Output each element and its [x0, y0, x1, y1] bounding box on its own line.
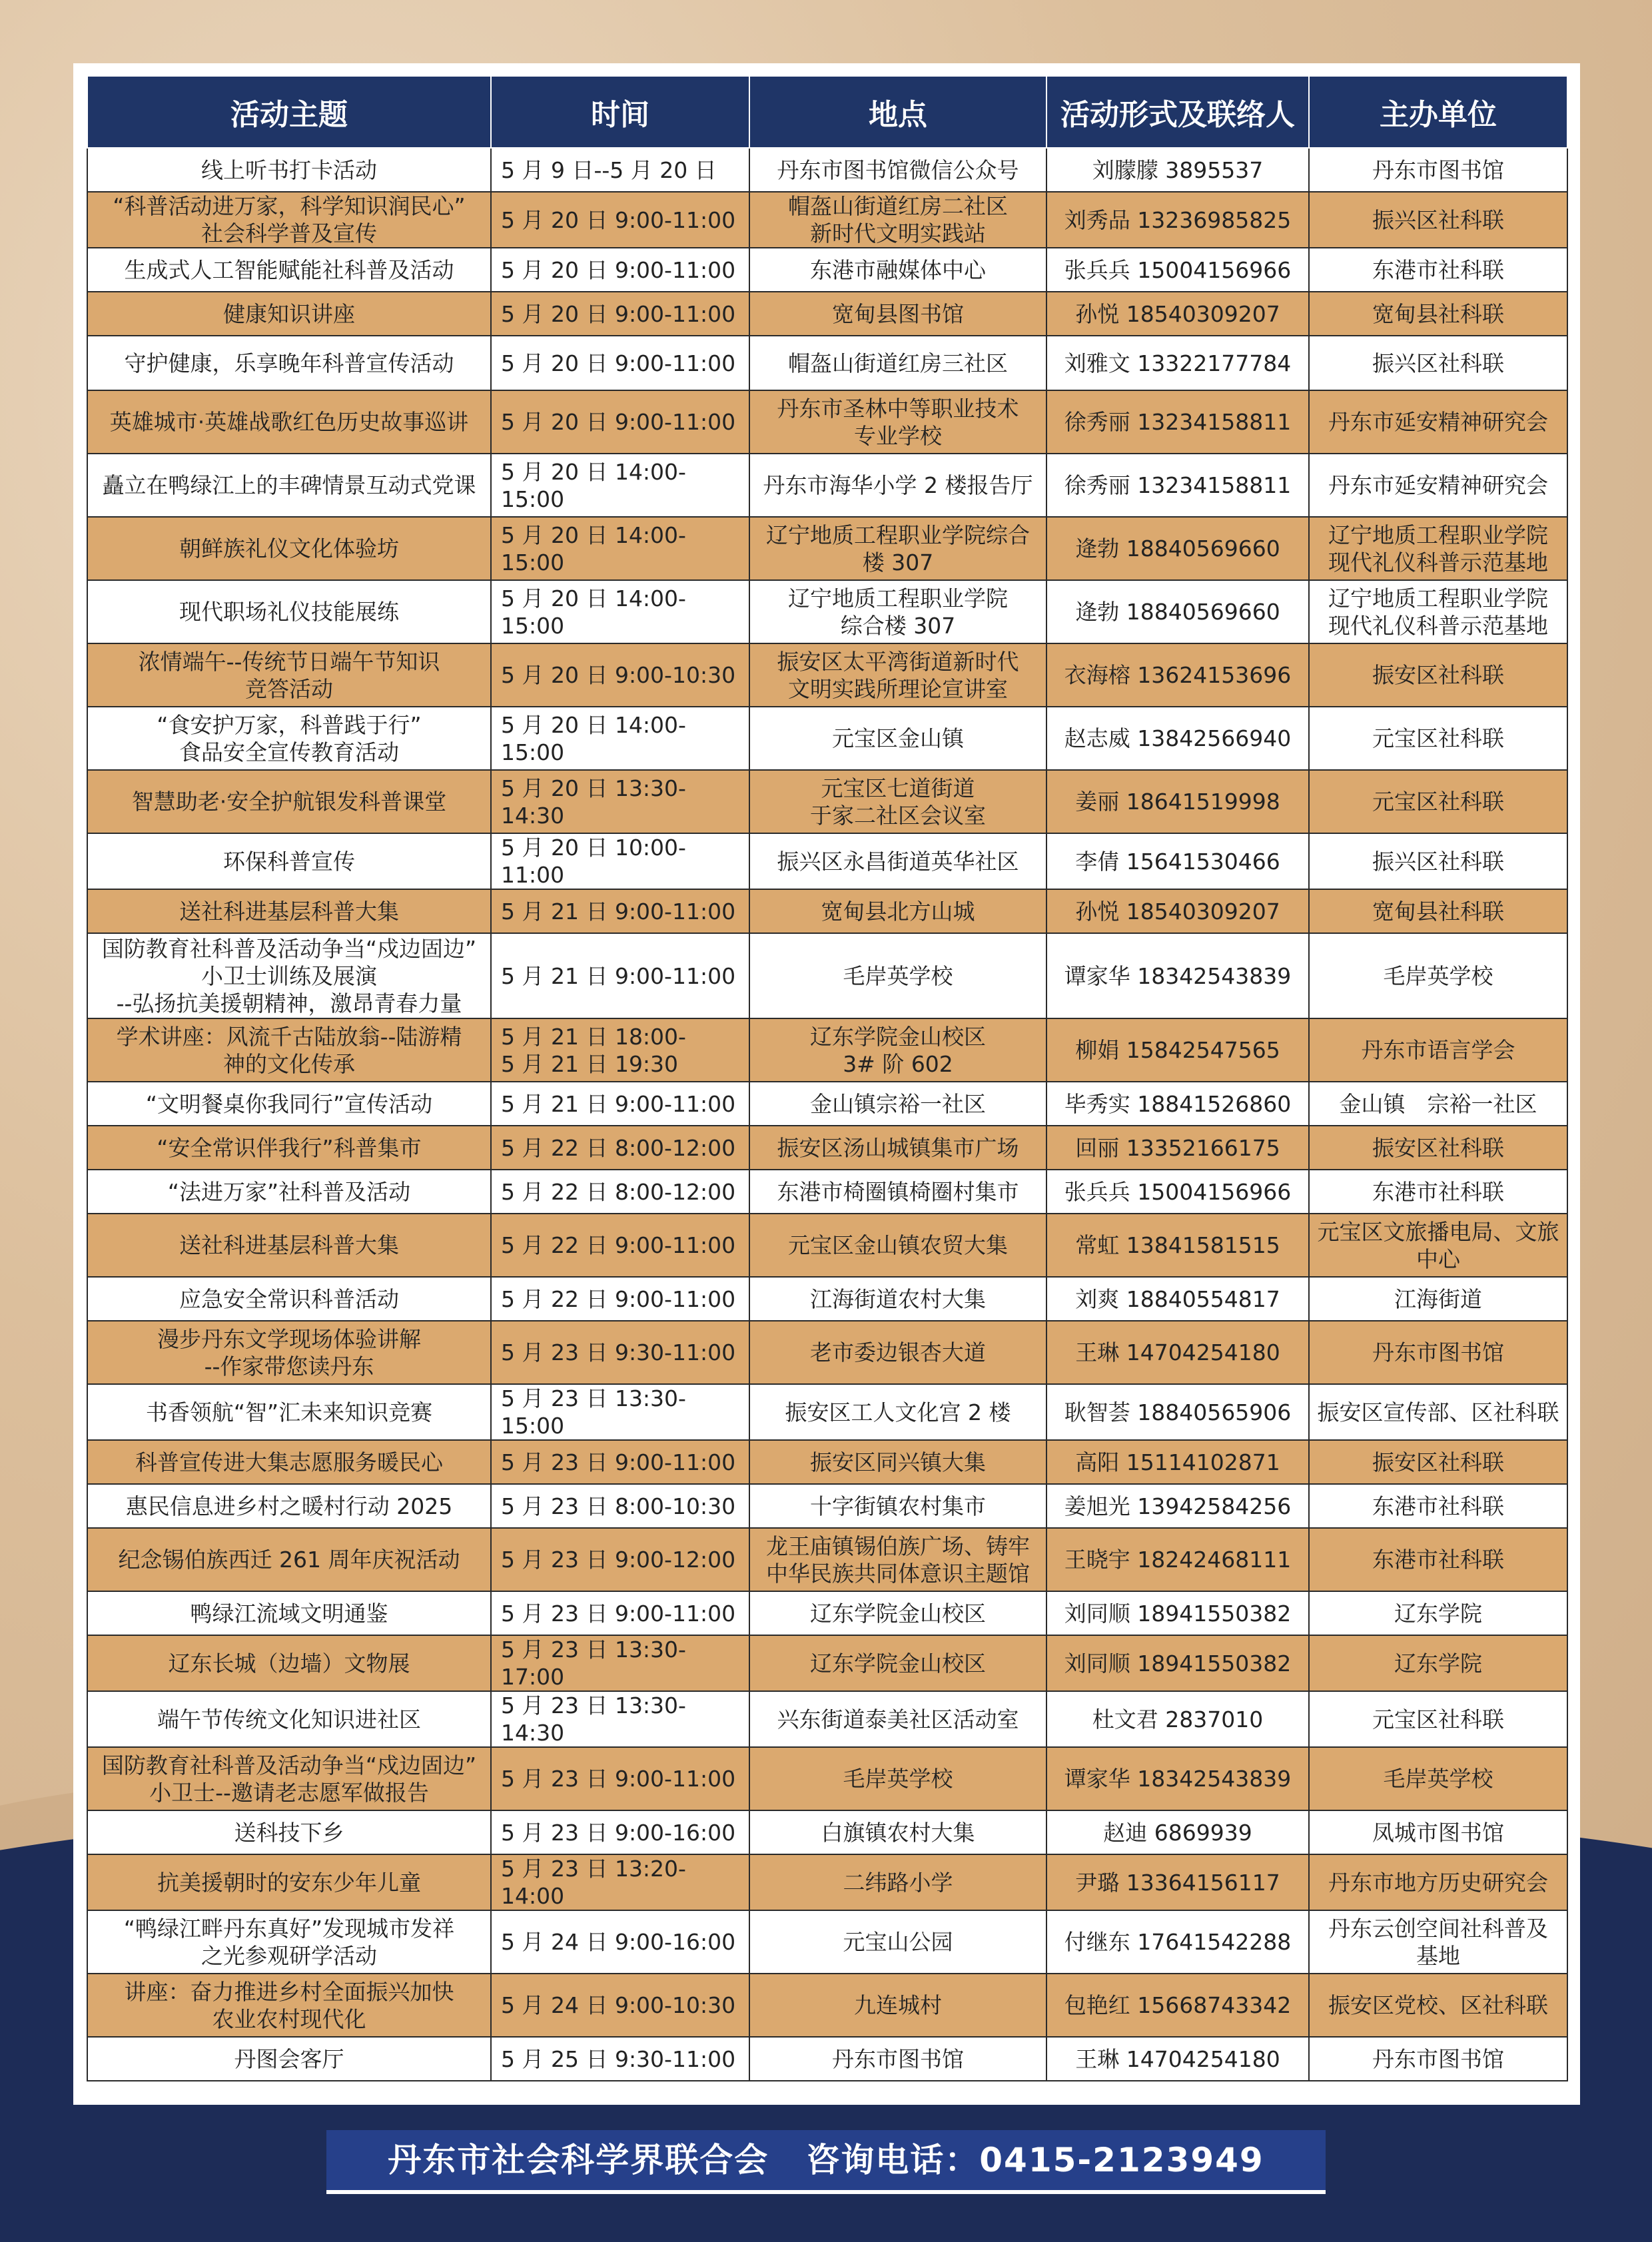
- table-row: [87, 1974, 1567, 2037]
- cell-contact: 徐秀丽 13234158811: [1046, 454, 1309, 517]
- cell-organizer: 丹东市语言学会: [1309, 1018, 1567, 1082]
- cell-time: 5 月 23 日 13:30-14:30: [491, 1691, 749, 1747]
- cell-organizer: 振兴区社科联: [1309, 336, 1567, 390]
- cell-location: 东港市椅圈镇椅圈村集市: [749, 1170, 1046, 1214]
- cell-organizer: 振安区社科联: [1309, 1126, 1567, 1170]
- cell-time: 5 月 20 日 14:00-15:00: [491, 517, 749, 580]
- cell-time: 5 月 23 日 9:00-11:00: [491, 1747, 749, 1810]
- cell-time: 5 月 20 日 9:00-11:00: [491, 292, 749, 336]
- cell-contact: 姜旭光 13942584256: [1046, 1484, 1309, 1528]
- cell-time: 5 月 20 日 9:00-10:30: [491, 643, 749, 707]
- cell-organizer: 辽东学院: [1309, 1635, 1567, 1691]
- cell-organizer: 毛岸英学校: [1309, 933, 1567, 1018]
- table-row: [87, 1484, 1567, 1528]
- cell-location: 帽盔山街道红房二社区 新时代文明实践站: [749, 192, 1046, 248]
- cell-organizer: 元宝区社科联: [1309, 707, 1567, 770]
- table-row: [87, 1277, 1567, 1321]
- cell-organizer: 元宝区社科联: [1309, 770, 1567, 833]
- table-row: [87, 454, 1567, 517]
- cell-location: 宽甸县北方山城: [749, 889, 1046, 933]
- cell-location: 毛岸英学校: [749, 1747, 1046, 1810]
- cell-organizer: 丹东市地方历史研究会: [1309, 1854, 1567, 1910]
- cell-topic: 学术讲座：风流千古陆放翁--陆游精 神的文化传承: [87, 1018, 491, 1082]
- cell-contact: 谭家华 18342543839: [1046, 933, 1309, 1018]
- table-row: [87, 770, 1567, 833]
- cell-organizer: 振兴区社科联: [1309, 833, 1567, 889]
- header-topic: 活动主题: [87, 76, 491, 148]
- cell-organizer: 辽宁地质工程职业学院 现代礼仪科普示范基地: [1309, 580, 1567, 643]
- cell-time: 5 月 23 日 13:30-17:00: [491, 1635, 749, 1691]
- cell-contact: 柳娟 15842547565: [1046, 1018, 1309, 1082]
- cell-location: 辽宁地质工程职业学院 综合楼 307: [749, 580, 1046, 643]
- cell-topic: 浓情端午--传统节日端午节知识 竞答活动: [87, 643, 491, 707]
- cell-contact: 王晓宇 18242468111: [1046, 1528, 1309, 1591]
- cell-location: 辽宁地质工程职业学院综合 楼 307: [749, 517, 1046, 580]
- cell-organizer: 宽甸县社科联: [1309, 889, 1567, 933]
- cell-location: 丹东市海华小学 2 楼报告厅: [749, 454, 1046, 517]
- cell-contact: 赵志威 13842566940: [1046, 707, 1309, 770]
- cell-topic: “食安护万家，科普践于行” 食品安全宣传教育活动: [87, 707, 491, 770]
- cell-location: 丹东市图书馆: [749, 2037, 1046, 2081]
- cell-topic: 丹图会客厅: [87, 2037, 491, 2081]
- table-row: [87, 517, 1567, 580]
- cell-time: 5 月 23 日 13:30-15:00: [491, 1384, 749, 1440]
- cell-time: 5 月 22 日 8:00-12:00: [491, 1170, 749, 1214]
- cell-organizer: 丹东市图书馆: [1309, 1321, 1567, 1384]
- cell-location: 元宝区金山镇: [749, 707, 1046, 770]
- cell-contact: 徐秀丽 13234158811: [1046, 390, 1309, 454]
- cell-location: 兴东街道泰美社区活动室: [749, 1691, 1046, 1747]
- cell-time: 5 月 20 日 10:00-11:00: [491, 833, 749, 889]
- cell-location: 宽甸县图书馆: [749, 292, 1046, 336]
- cell-topic: 抗美援朝时的安东少年儿童: [87, 1854, 491, 1910]
- cell-contact: 张兵兵 15004156966: [1046, 1170, 1309, 1214]
- cell-location: 辽东学院金山校区: [749, 1635, 1046, 1691]
- cell-topic: 健康知识讲座: [87, 292, 491, 336]
- table-row: [87, 889, 1567, 933]
- cell-location: 元宝区金山镇农贸大集: [749, 1214, 1046, 1277]
- cell-time: 5 月 23 日 9:00-11:00: [491, 1591, 749, 1635]
- cell-time: 5 月 23 日 9:30-11:00: [491, 1321, 749, 1384]
- cell-location: 振安区太平湾街道新时代 文明实践所理论宣讲室: [749, 643, 1046, 707]
- footer-phone: 咨询电话：0415-2123949: [806, 2141, 1264, 2179]
- cell-organizer: 振安区宣传部、区社科联: [1309, 1384, 1567, 1440]
- cell-contact: 张兵兵 15004156966: [1046, 248, 1309, 292]
- table-row: [87, 336, 1567, 390]
- header-contact: 活动形式及联络人: [1046, 76, 1309, 148]
- cell-location: 老市委边银杏大道: [749, 1321, 1046, 1384]
- cell-topic: 线上听书打卡活动: [87, 148, 491, 192]
- cell-organizer: 宽甸县社科联: [1309, 292, 1567, 336]
- cell-time: 5 月 20 日 9:00-11:00: [491, 336, 749, 390]
- table-row: [87, 707, 1567, 770]
- cell-contact: 谭家华 18342543839: [1046, 1747, 1309, 1810]
- cell-organizer: 元宝区文旅播电局、文旅 中心: [1309, 1214, 1567, 1277]
- cell-time: 5 月 24 日 9:00-10:30: [491, 1974, 749, 2037]
- cell-contact: 常虹 13841581515: [1046, 1214, 1309, 1277]
- cell-location: 丹东市圣林中等职业技术 专业学校: [749, 390, 1046, 454]
- cell-contact: 王琳 14704254180: [1046, 1321, 1309, 1384]
- cell-topic: 国防教育社科普及活动争当“戍边固边” 小卫士训练及展演 --弘扬抗美援朝精神，激昂青春力量: [87, 933, 491, 1018]
- table-row: [87, 1528, 1567, 1591]
- cell-time: 5 月 9 日--5 月 20 日: [491, 148, 749, 192]
- cell-location: 辽东学院金山校区 3# 阶 602: [749, 1018, 1046, 1082]
- cell-contact: 刘同顺 18941550382: [1046, 1591, 1309, 1635]
- cell-topic: 书香领航“智”汇未来知识竞赛: [87, 1384, 491, 1440]
- cell-organizer: 东港市社科联: [1309, 248, 1567, 292]
- cell-organizer: 丹东市图书馆: [1309, 148, 1567, 192]
- table-row: [87, 643, 1567, 707]
- cell-topic: 智慧助老·安全护航银发科普课堂: [87, 770, 491, 833]
- cell-organizer: 辽宁地质工程职业学院 现代礼仪科普示范基地: [1309, 517, 1567, 580]
- cell-contact: 刘朦朦 3895537: [1046, 148, 1309, 192]
- cell-location: 元宝山公园: [749, 1910, 1046, 1974]
- cell-organizer: 江海街道: [1309, 1277, 1567, 1321]
- cell-contact: 赵迪 6869939: [1046, 1810, 1309, 1854]
- cell-topic: 辽东长城（边墙）文物展: [87, 1635, 491, 1691]
- cell-organizer: 凤城市图书馆: [1309, 1810, 1567, 1854]
- cell-topic: 生成式人工智能赋能社科普及活动: [87, 248, 491, 292]
- cell-organizer: 丹东市延安精神研究会: [1309, 390, 1567, 454]
- cell-location: 丹东市图书馆微信公众号: [749, 148, 1046, 192]
- cell-contact: 孙悦 18540309207: [1046, 292, 1309, 336]
- cell-contact: 毕秀实 18841526860: [1046, 1082, 1309, 1126]
- schedule-card: [73, 63, 1580, 2105]
- cell-topic: 漫步丹东文学现场体验讲解 --作家带您读丹东: [87, 1321, 491, 1384]
- cell-time: 5 月 22 日 9:00-11:00: [491, 1277, 749, 1321]
- table-row: [87, 833, 1567, 889]
- table-row: [87, 1126, 1567, 1170]
- cell-location: 东港市融媒体中心: [749, 248, 1046, 292]
- cell-time: 5 月 20 日 14:00-15:00: [491, 707, 749, 770]
- cell-contact: 刘雅文 13322177784: [1046, 336, 1309, 390]
- cell-time: 5 月 25 日 9:30-11:00: [491, 2037, 749, 2081]
- table-body: [87, 148, 1567, 2081]
- cell-contact: 付继东 17641542288: [1046, 1910, 1309, 1974]
- cell-location: 帽盔山街道红房三社区: [749, 336, 1046, 390]
- cell-organizer: 东港市社科联: [1309, 1170, 1567, 1214]
- cell-location: 二纬路小学: [749, 1854, 1046, 1910]
- cell-location: 江海街道农村大集: [749, 1277, 1046, 1321]
- cell-contact: 姜丽 18641519998: [1046, 770, 1309, 833]
- cell-organizer: 振安区社科联: [1309, 1440, 1567, 1484]
- cell-contact: 包艳红 15668743342: [1046, 1974, 1309, 2037]
- cell-organizer: 振安区社科联: [1309, 643, 1567, 707]
- table-row: [87, 2037, 1567, 2081]
- cell-topic: 科普宣传进大集志愿服务暖民心: [87, 1440, 491, 1484]
- cell-topic: “文明餐桌你我同行”宣传活动: [87, 1082, 491, 1126]
- cell-topic: 守护健康，乐享晚年科普宣传活动: [87, 336, 491, 390]
- cell-location: 辽东学院金山校区: [749, 1591, 1046, 1635]
- cell-topic: “安全常识伴我行”科普集市: [87, 1126, 491, 1170]
- table-row: [87, 1635, 1567, 1691]
- cell-time: 5 月 20 日 14:00-15:00: [491, 580, 749, 643]
- table-row: [87, 1810, 1567, 1854]
- cell-topic: 朝鲜族礼仪文化体验坊: [87, 517, 491, 580]
- cell-organizer: 振兴区社科联: [1309, 192, 1567, 248]
- table-row: [87, 1214, 1567, 1277]
- cell-topic: 送社科进基层科普大集: [87, 889, 491, 933]
- cell-organizer: 东港市社科联: [1309, 1528, 1567, 1591]
- cell-contact: 回丽 13352166175: [1046, 1126, 1309, 1170]
- footer-banner: [326, 2130, 1326, 2194]
- cell-time: 5 月 24 日 9:00-16:00: [491, 1910, 749, 1974]
- cell-topic: 英雄城市·英雄战歌红色历史故事巡讲: [87, 390, 491, 454]
- cell-contact: 李倩 15641530466: [1046, 833, 1309, 889]
- cell-time: 5 月 20 日 9:00-11:00: [491, 192, 749, 248]
- cell-topic: 矗立在鸭绿江上的丰碑情景互动式党课: [87, 454, 491, 517]
- cell-contact: 王琳 14704254180: [1046, 2037, 1309, 2081]
- cell-time: 5 月 23 日 13:20-14:00: [491, 1854, 749, 1910]
- cell-topic: 端午节传统文化知识进社区: [87, 1691, 491, 1747]
- table-row: [87, 148, 1567, 192]
- cell-contact: 孙悦 18540309207: [1046, 889, 1309, 933]
- cell-topic: 讲座：奋力推进乡村全面振兴加快 农业农村现代化: [87, 1974, 491, 2037]
- table-row: [87, 933, 1567, 1018]
- cell-time: 5 月 21 日 9:00-11:00: [491, 933, 749, 1018]
- cell-time: 5 月 23 日 9:00-16:00: [491, 1810, 749, 1854]
- cell-topic: “科普活动进万家，科学知识润民心” 社会科学普及宣传: [87, 192, 491, 248]
- cell-time: 5 月 22 日 8:00-12:00: [491, 1126, 749, 1170]
- cell-location: 九连城村: [749, 1974, 1046, 2037]
- cell-location: 白旗镇农村大集: [749, 1810, 1046, 1854]
- cell-location: 龙王庙镇锡伯族广场、铸牢 中华民族共同体意识主题馆: [749, 1528, 1046, 1591]
- table-row: [87, 1018, 1567, 1082]
- cell-organizer: 金山镇 宗裕一社区: [1309, 1082, 1567, 1126]
- cell-topic: 环保科普宣传: [87, 833, 491, 889]
- footer-org: 丹东市社会科学界联合会: [388, 2141, 769, 2179]
- cell-topic: “鸭绿江畔丹东真好”发现城市发祥 之光参观研学活动: [87, 1910, 491, 1974]
- cell-location: 金山镇宗裕一社区: [749, 1082, 1046, 1126]
- cell-location: 元宝区七道街道 于家二社区会议室: [749, 770, 1046, 833]
- cell-location: 振安区汤山城镇集市广场: [749, 1126, 1046, 1170]
- header-time: 时间: [491, 76, 749, 148]
- cell-time: 5 月 22 日 9:00-11:00: [491, 1214, 749, 1277]
- cell-topic: “法进万家”社科普及活动: [87, 1170, 491, 1214]
- cell-time: 5 月 21 日 9:00-11:00: [491, 889, 749, 933]
- cell-contact: 衣海榕 13624153696: [1046, 643, 1309, 707]
- cell-location: 十字街镇农村集市: [749, 1484, 1046, 1528]
- cell-topic: 国防教育社科普及活动争当“戍边固边” 小卫士--邀请老志愿军做报告: [87, 1747, 491, 1810]
- cell-time: 5 月 23 日 9:00-11:00: [491, 1440, 749, 1484]
- table-row: [87, 1384, 1567, 1440]
- cell-organizer: 毛岸英学校: [1309, 1747, 1567, 1810]
- table-row: [87, 292, 1567, 336]
- cell-topic: 鸭绿江流域文明通鉴: [87, 1591, 491, 1635]
- cell-location: 毛岸英学校: [749, 933, 1046, 1018]
- cell-time: 5 月 20 日 9:00-11:00: [491, 248, 749, 292]
- cell-contact: 耿智荟 18840565906: [1046, 1384, 1309, 1440]
- cell-contact: 逄勃 18840569660: [1046, 517, 1309, 580]
- table-row: [87, 1910, 1567, 1974]
- cell-organizer: 丹东市图书馆: [1309, 2037, 1567, 2081]
- cell-topic: 惠民信息进乡村之暖村行动 2025: [87, 1484, 491, 1528]
- cell-organizer: 元宝区社科联: [1309, 1691, 1567, 1747]
- cell-time: 5 月 21 日 9:00-11:00: [491, 1082, 749, 1126]
- cell-time: 5 月 23 日 9:00-12:00: [491, 1528, 749, 1591]
- cell-contact: 逄勃 18840569660: [1046, 580, 1309, 643]
- table-row: [87, 1440, 1567, 1484]
- table-row: [87, 1854, 1567, 1910]
- cell-topic: 应急安全常识科普活动: [87, 1277, 491, 1321]
- header-organizer: 主办单位: [1309, 76, 1567, 148]
- cell-contact: 高阳 15114102871: [1046, 1440, 1309, 1484]
- cell-time: 5 月 21 日 18:00- 5 月 21 日 19:30: [491, 1018, 749, 1082]
- cell-topic: 纪念锡伯族西迁 261 周年庆祝活动: [87, 1528, 491, 1591]
- cell-location: 振安区工人文化宫 2 楼: [749, 1384, 1046, 1440]
- table-row: [87, 1082, 1567, 1126]
- cell-time: 5 月 23 日 8:00-10:30: [491, 1484, 749, 1528]
- cell-time: 5 月 20 日 13:30-14:30: [491, 770, 749, 833]
- table-row: [87, 1747, 1567, 1810]
- cell-organizer: 东港市社科联: [1309, 1484, 1567, 1528]
- table-row: [87, 1591, 1567, 1635]
- table-row: [87, 390, 1567, 454]
- cell-time: 5 月 20 日 14:00-15:00: [491, 454, 749, 517]
- cell-topic: 送社科进基层科普大集: [87, 1214, 491, 1277]
- cell-topic: 送科技下乡: [87, 1810, 491, 1854]
- table-row: [87, 192, 1567, 248]
- cell-location: 振安区同兴镇大集: [749, 1440, 1046, 1484]
- schedule-table: [87, 75, 1568, 2081]
- cell-organizer: 丹东云创空间社科普及 基地: [1309, 1910, 1567, 1974]
- table-row: [87, 1691, 1567, 1747]
- table-header-row: [87, 76, 1567, 148]
- cell-location: 振兴区永昌街道英华社区: [749, 833, 1046, 889]
- table-row: [87, 1170, 1567, 1214]
- cell-contact: 刘秀品 13236985825: [1046, 192, 1309, 248]
- table-row: [87, 248, 1567, 292]
- cell-contact: 杜文君 2837010: [1046, 1691, 1309, 1747]
- cell-contact: 刘爽 18840554817: [1046, 1277, 1309, 1321]
- table-row: [87, 580, 1567, 643]
- cell-contact: 尹璐 13364156117: [1046, 1854, 1309, 1910]
- cell-topic: 现代职场礼仪技能展练: [87, 580, 491, 643]
- cell-organizer: 丹东市延安精神研究会: [1309, 454, 1567, 517]
- cell-contact: 刘同顺 18941550382: [1046, 1635, 1309, 1691]
- header-location: 地点: [749, 76, 1046, 148]
- cell-organizer: 辽东学院: [1309, 1591, 1567, 1635]
- cell-organizer: 振安区党校、区社科联: [1309, 1974, 1567, 2037]
- table-row: [87, 1321, 1567, 1384]
- cell-time: 5 月 20 日 9:00-11:00: [491, 390, 749, 454]
